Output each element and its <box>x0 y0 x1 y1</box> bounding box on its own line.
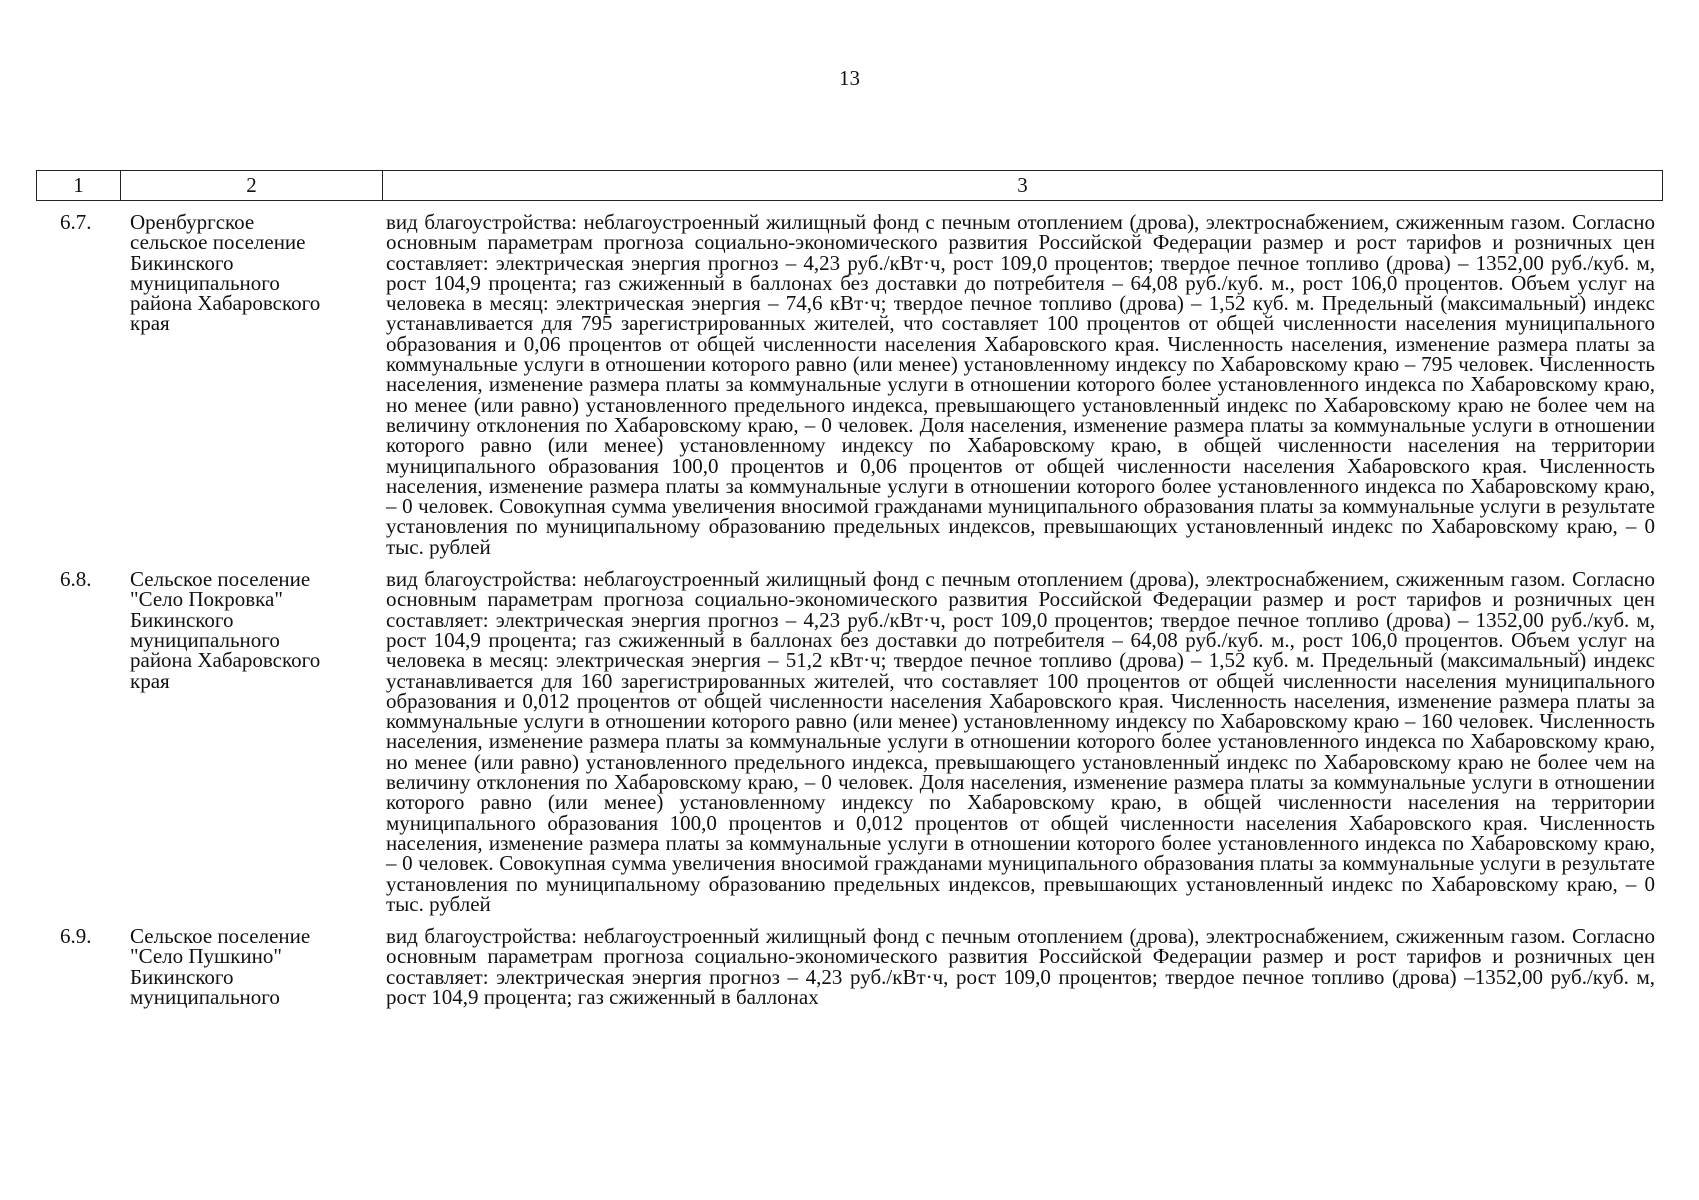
row-number: 6.7. <box>60 210 92 234</box>
municipality-name: Сельское поселение "Село Пушкино" Бикинского муниципального <box>130 924 311 1009</box>
row-description: вид благоустройства: неблагоустроенный жилищный фонд с печным отоплением (дрова), электроснабжением, сжиженным газом. Согласно основным параметрам прогноза социально-экономического развития Российской Федерации размер и рост тарифов и розничных цен составляет: электрическая энергия прогноз – 4,23 руб./кВт·ч, рост 109,0 процентов; твердое печное топливо (дрова) –1352,00 руб./куб. м, рост 104,9 процента; газ сжиженный в баллонах <box>386 924 1655 1009</box>
row-description: вид благоустройства: неблагоустроенный жилищный фонд с печным отоплением (дрова), электроснабжением, сжиженным газом. Согласно основным параметрам прогноза социально-экономического развития Российской Федерации размер и рост тарифов и розничных цен составляет: электрическая энергия прогноз – 4,23 руб./кВт·ч, рост 109,0 процентов; твердое печное топливо (дрова) – 1352,00 руб./куб. м, рост 104,9 процента; газ сжиженный в баллонах без доставки до потребителя – 64,08 руб./куб. м., рост 106,0 процентов. Объем услуг на человека в месяц: электрическая энергия – 51,2 кВт·ч; твердое печное топливо (дрова) – 1,52 куб. м. Предельный (максимальный) индекс устанавливается для 160 зарегистрированных жителей, что составляет 100 процентов от общей численности населения муниципального образования и 0,012 процентов от общей численности населения Хабаровского края. Численность населения, изменение размера платы за коммунальные услуги в отношении которого равно (или менее) установленному индексу по Хабаровскому краю – 160 человек. Численность населения, изменение размера платы за коммунальные услуги в отношении которого более установленного индекса по Хабаровскому краю, но менее (или равно) установленного предельного индекса, превышающего установленный индекс по Хабаровскому краю не более чем на величину отклонения по Хабаровскому краю, – 0 человек. Доля населения, изменение размера платы за коммунальные услуги в отношении которого равно (или менее) установленному индексу по Хабаровскому краю, в общей численности населения на территории муниципального образования 100,0 процентов и 0,012 процентов от общей численности населения Хабаровского края. Численность населения, изменение размера платы за коммунальные услуги в отношении которого более установленного индекса по Хабаровскому краю, – 0 человек. Совокупная сумма увеличения вносимой гражданами муниципального образования платы за коммунальные услуги в результате установления по муниципальному образованию предельных индексов, превышающих установленный индекс по Хабаровскому краю, – 0 тыс. рублей <box>386 567 1655 916</box>
table-body <box>36 212 1663 1019</box>
municipality-name: Сельское поселение "Село Покровка" Бикинского муниципального района Хабаровского края <box>130 567 321 693</box>
header-col-2: 2 <box>121 171 383 200</box>
table-row <box>36 926 1663 1007</box>
municipality-name: Оренбургское сельское поселение Бикинского муниципального района Хабаровского края <box>130 210 321 336</box>
table-row <box>36 569 1663 914</box>
row-number: 6.8. <box>60 567 92 592</box>
row-description: вид благоустройства: неблагоустроенный жилищный фонд с печным отоплением (дрова), электроснабжением, сжиженным газом. Согласно основным параметрам прогноза социально-экономического развития Российской Федерации размер и рост тарифов и розничных цен составляет: электрическая энергия прогноз – 4,23 руб./кВт·ч, рост 109,0 процентов; твердое печное топливо (дрова) – 1352,00 руб./куб. м, рост 104,9 процента; газ сжиженный в баллонах без доставки до потребителя – 64,08 руб./куб. м., рост 106,0 процентов. Объем услуг на человека в месяц: электрическая энергия – 74,6 кВт·ч; твердое печное топливо (дрова) – 1,52 куб. м. Предельный (максимальный) индекс устанавливается для 795 зарегистрированных жителей, что составляет 100 процентов от общей численности населения муниципального образования и 0,06 процентов от общей численности населения Хабаровского края. Численность населения, изменение размера платы за коммунальные услуги в отношении которого равно (или менее) установленному индексу по Хабаровскому краю – 795 человек. Численность населения, изменение размера платы за коммунальные услуги в отношении которого более установленного индекса по Хабаровскому краю, но менее (или равно) установленного предельного индекса, превышающего установленный индекс по Хабаровскому краю не более чем на величину отклонения по Хабаровскому краю, – 0 человек. Доля населения, изменение размера платы за коммунальные услуги в отношении которого равно (или менее) установленному индексу по Хабаровскому краю, в общей численности населения на территории муниципального образования 100,0 процентов и 0,06 процентов от общей численности населения Хабаровского края. Численность населения, изменение размера платы за коммунальные услуги в отношении которого более установленного индекса по Хабаровскому краю, – 0 человек. Совокупная сумма увеличения вносимой гражданами муниципального образования платы за коммунальные услуги в результате установления по муниципальному образованию предельных индексов, превышающих установленный индекс по Хабаровскому краю, – 0 тыс. рублей <box>386 210 1655 559</box>
page-number: 13 <box>839 66 860 90</box>
row-number: 6.9. <box>60 924 92 949</box>
header-col-3: 3 <box>1017 173 1028 197</box>
table-row <box>36 212 1663 557</box>
header-col-1: 1 <box>37 171 121 200</box>
table-header-row <box>36 170 1663 201</box>
